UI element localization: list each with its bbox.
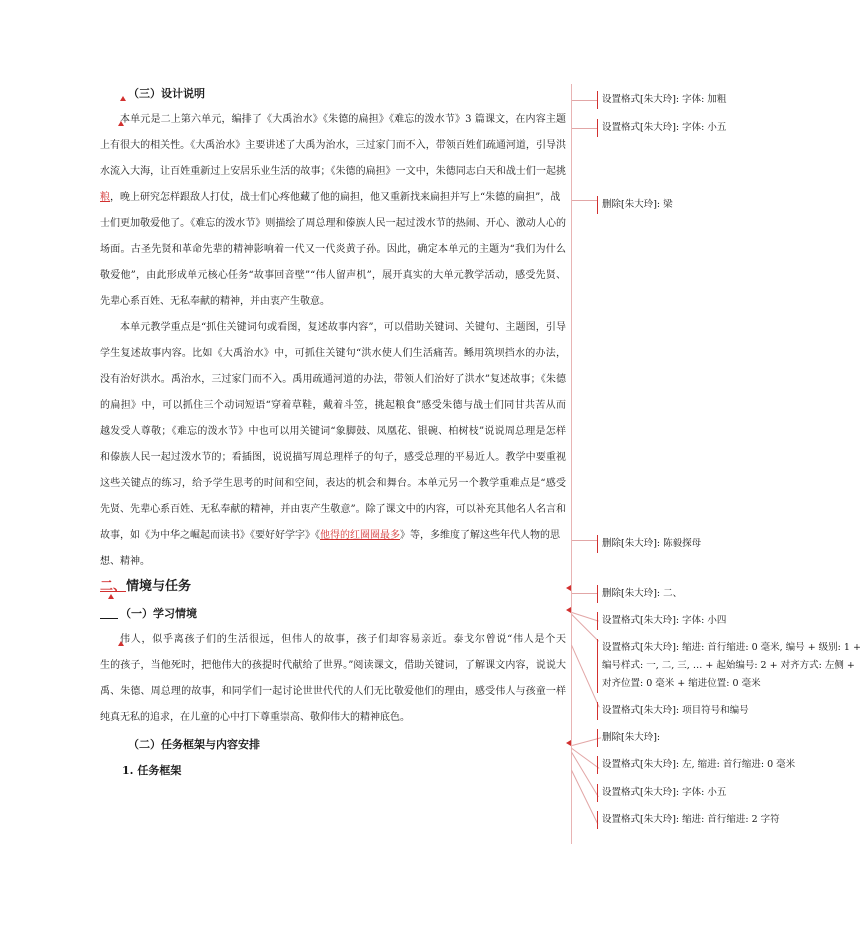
deleted-text[interactable]: 粮 xyxy=(100,192,110,203)
paragraph-line: 想、精神。 xyxy=(100,556,150,567)
paragraph-line: 先贤、先辈心系百姓、无私奉献的精神，并由衷产生敬意”。除了课文中的内容，可以补充其他名人名言和 xyxy=(100,504,566,515)
comment-connector xyxy=(571,614,599,642)
paragraph-line: 的扁担》中，可以抓住三个动词短语“穿着草鞋，戴着斗笠，挑起粮食”感受朱德与战士们同甘共苦从而 xyxy=(100,400,566,411)
revision-comment[interactable]: 删除[朱大玲]: 陈毅探母 xyxy=(597,535,861,553)
paragraph-line: 敬爱他”，由此形成单元核心任务“故事回音壁”“伟人留声机”，展开真实的大单元教学活动，感受先贤、 xyxy=(100,270,566,281)
comment-connector xyxy=(572,540,597,541)
paragraph-line: 没有治好洪水。禹治水，三过家门而不入。禹用疏通河道的办法，带领人们治好了洪水”复述故事；《朱德 xyxy=(100,374,566,385)
comment-connector xyxy=(572,128,597,129)
comment-connector xyxy=(571,645,600,708)
comment-connector xyxy=(572,593,597,594)
paragraph-line: 本单元是二上第六单元，编排了《大禹治水》《朱德的扁担》《难忘的泼水节》3 篇课文，在内容主题 xyxy=(120,114,566,125)
paragraph-line: 越发受人尊敬；《难忘的泼水节》中也可以用关键词“象脚鼓、凤凰花、银碗、柏树枝”说说周总理是怎样 xyxy=(100,426,566,437)
revision-comment[interactable]: 删除[朱大玲]: 二、 xyxy=(597,585,861,603)
revision-comment[interactable]: 设置格式[朱大玲]: 缩进: 首行缩进: 0 毫米, 编号 + 级别: 1 + 编号样式: 一, 二, 三, … + 起始编号: 2 + 对齐方式: 左侧 + 对齐位置: 0 毫米 + 缩进位置: 0 毫米 xyxy=(597,639,861,693)
paragraph-text: 》等，多维度了解这些年代人物的思 xyxy=(400,530,560,541)
section-heading-context-tasks: 二、情境与任务 xyxy=(100,579,192,594)
paragraph-text: 故事，如《为中华之崛起而读书》《要好好学字》《 xyxy=(100,530,320,541)
paragraph-line: 生的孩子，当他死时，把他伟大的孩提时代献给了世界。”阅读课文，借助关键词，了解课文内容，说说大 xyxy=(100,660,566,671)
paragraph-line: 水流入大海，让百姓重新过上安居乐业生活的故事；《朱德的扁担》一文中，朱德同志白天和战士们一起挑 xyxy=(100,166,566,177)
revision-comment[interactable]: 设置格式[朱大玲]: 项目符号和编号 xyxy=(597,702,861,720)
revision-margin-divider xyxy=(571,84,572,844)
paragraph-line: 学生复述故事内容。比如《大禹治水》中，可抓住关键句“洪水使人们生活痛苦。鲧用筑坝挡水的办法， xyxy=(100,348,566,359)
comment-connector xyxy=(572,100,597,101)
revision-comment[interactable]: 删除[朱大玲]: xyxy=(597,729,861,747)
revision-comment[interactable]: 设置格式[朱大玲]: 缩进: 首行缩进: 2 字符 xyxy=(597,811,861,829)
revision-marker xyxy=(120,96,126,101)
comment-connector xyxy=(571,770,598,824)
paragraph-line: 这些关键点的练习，给予学生思考的时间和空间，表达的机会和舞台。本单元另一个教学重难点是“感受 xyxy=(100,478,566,489)
paragraph-line-with-deletion xyxy=(100,529,560,543)
deleted-text[interactable]: 他得的红圈圈最多 xyxy=(320,530,400,541)
paragraph-line: 先辈心系百姓、无私奉献的精神，并由衷产生敬意。 xyxy=(100,296,330,307)
paragraph-line: 上有很大的相关性。《大禹治水》主要讲述了大禹为治水，三过家门而不入，带领百姓们疏通河道，引导洪 xyxy=(100,140,566,151)
paragraph-line: 禹、朱德、周总理的故事，和同学们一起讨论世世代代的人们无比敬爱他们的理由，感受伟人与孩童一样 xyxy=(100,686,566,697)
paragraph-line: 伟人，似乎离孩子们的生活很远，但伟人的故事，孩子们却容易亲近。泰戈尔曾说“伟人是个天 xyxy=(120,634,566,645)
revision-comment[interactable]: 设置格式[朱大玲]: 字体: 小五 xyxy=(597,119,861,137)
comment-connector xyxy=(572,200,597,201)
paragraph-line: 士们更加敬爱他了。《难忘的泼水节》则描绘了周总理和傣族人民一起过泼水节的热闹、开心、激动人心的 xyxy=(100,218,566,229)
revision-comment[interactable]: 设置格式[朱大玲]: 左, 缩进: 首行缩进: 0 毫米 xyxy=(597,756,861,774)
paragraph-line: 纯真无私的追求，在儿童的心中打下尊重崇高、敬仰伟大的精神底色。 xyxy=(100,712,410,723)
revision-comment[interactable]: 设置格式[朱大玲]: 字体: 小四 xyxy=(597,612,861,630)
list-item-task-framework: 1. 任务框架 xyxy=(122,764,182,777)
subheading-task-framework: （二）任务框架与内容安排 xyxy=(128,738,260,751)
paragraph-line-with-deletion: 粮，晚上研究怎样跟敌人打仗，战士们心疼他藏了他的扁担，他又重新找来扁担并写上“朱德的扁担”，战 xyxy=(100,192,561,203)
paragraph-line: 和傣族人民一起过泼水节的；看插图，说说描写周总理样子的句子，感受总理的平易近人。教学中要重视 xyxy=(100,452,566,463)
deleted-heading-number[interactable]: 二、 xyxy=(100,579,127,594)
revision-marker xyxy=(108,594,114,599)
revision-comment[interactable]: 设置格式[朱大玲]: 字体: 加粗 xyxy=(597,91,861,109)
section-heading-design-notes: （三）设计说明 xyxy=(128,87,205,100)
subheading-learning-context: （一）学习情境 xyxy=(120,607,197,620)
paragraph-line: 场面。古圣先贤和革命先辈的精神影响着一代又一代炎黄子孙。因此，确定本单元的主题为“我们为什么 xyxy=(100,244,566,255)
deleted-placeholder-line xyxy=(100,618,118,619)
revision-comment[interactable]: 删除[朱大玲]: 梁 xyxy=(597,196,861,214)
paragraph-line: 本单元教学重点是“抓住关键词句或看图，复述故事内容”，可以借助关键词、关键句、主题图，引导 xyxy=(120,322,566,333)
revision-comment[interactable]: 设置格式[朱大玲]: 字体: 小五 xyxy=(597,784,861,802)
paragraph-text: 晚上研究怎样跟敌人打仗，战士们心疼他藏了他的扁担，他又重新找来扁担并写上“朱德的扁担”，战 xyxy=(120,192,561,203)
